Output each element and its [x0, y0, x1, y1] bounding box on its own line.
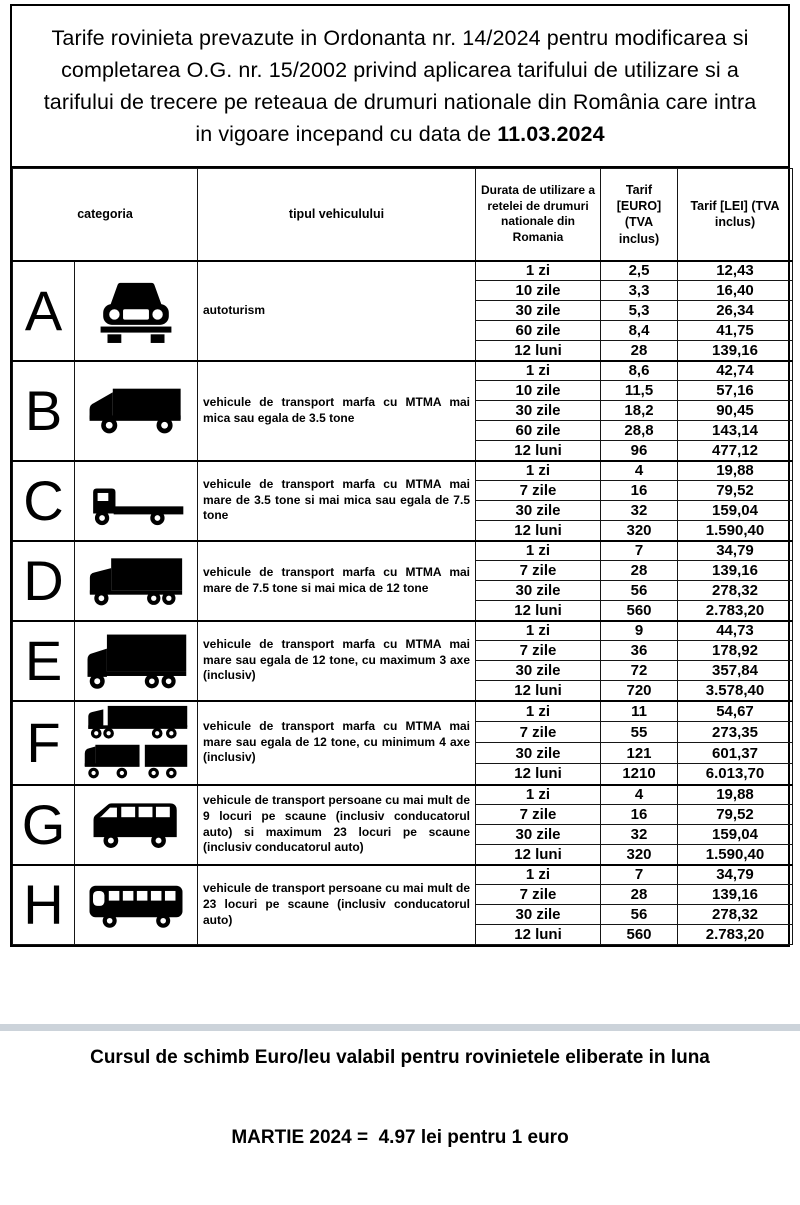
title-text: Tarife rovinieta prevazute in Ordonanta nr. 14/2024 pentru modificarea si completarea O.G. nr. 15/2002 privind aplicarea tarifului de utilizare si a tarifului de trecere pe reteaua de drumuri nationale din România care intra in vigoare incepand cu data de [43, 25, 757, 147]
tariff-lei-cell: 41,75 [678, 321, 793, 341]
duration-cell: 7 zile [476, 885, 601, 905]
vehicle-description: vehicule de transport persoane cu mai mult de 9 locuri pe scaune (inclusiv conducatorul auto) si maximum 23 locuri pe scaune (inclusiv conducatorul auto) [198, 785, 476, 865]
vehicle-icon-cell [75, 361, 198, 461]
tariff-euro-cell: 16 [601, 805, 678, 825]
tariff-euro-cell: 560 [601, 925, 678, 945]
tariff-euro-cell: 8,4 [601, 321, 678, 341]
tariff-euro-cell: 18,2 [601, 401, 678, 421]
tariff-euro-cell: 28 [601, 341, 678, 361]
tariff-euro-cell: 16 [601, 481, 678, 501]
van-icon [86, 385, 186, 437]
tariff-euro-cell: 320 [601, 845, 678, 865]
duration-cell: 1 zi [476, 865, 601, 885]
tariff-table [12, 168, 793, 945]
tariff-row [13, 785, 793, 805]
tariff-euro-cell: 3,3 [601, 281, 678, 301]
title-effective-date: 11.03.2024 [497, 122, 605, 147]
tariff-row [13, 461, 793, 481]
vehicle-description: vehicule de transport marfa cu MTMA mai mica sau egala de 3.5 tone [198, 361, 476, 461]
duration-cell: 30 zile [476, 401, 601, 421]
vehicle-description: vehicule de transport marfa cu MTMA mai mare sau egala de 12 tone, cu maximum 3 axe (inclusiv) [198, 621, 476, 701]
tariff-lei-cell: 3.578,40 [678, 681, 793, 701]
tariff-row [13, 361, 793, 381]
tariff-lei-cell: 159,04 [678, 825, 793, 845]
tariff-euro-cell: 56 [601, 905, 678, 925]
duration-cell: 30 zile [476, 581, 601, 601]
header-categoria: categoria [13, 169, 198, 261]
duration-cell: 12 luni [476, 681, 601, 701]
duration-cell: 1 zi [476, 621, 601, 641]
tariff-euro-cell: 55 [601, 722, 678, 743]
tariff-lei-cell: 42,74 [678, 361, 793, 381]
tariff-euro-cell: 2,5 [601, 261, 678, 281]
duration-cell: 12 luni [476, 341, 601, 361]
tariff-lei-cell: 34,79 [678, 865, 793, 885]
tariff-row [13, 541, 793, 561]
exchange-rate-line2: MARTIE 2024 = 4.97 lei pentru 1 euro [231, 1126, 569, 1148]
truck-icon [86, 553, 186, 608]
vehicle-icon-cell [75, 261, 198, 361]
tariff-euro-cell: 28,8 [601, 421, 678, 441]
table-header-row [13, 169, 793, 261]
vehicle-icon-cell [75, 865, 198, 945]
tariff-euro-cell: 4 [601, 461, 678, 481]
tariff-euro-cell: 32 [601, 501, 678, 521]
tariff-lei-cell: 178,92 [678, 641, 793, 661]
duration-cell: 30 zile [476, 301, 601, 321]
bus-icon [86, 881, 186, 929]
tariff-lei-cell: 139,16 [678, 885, 793, 905]
tariff-euro-cell: 36 [601, 641, 678, 661]
vehicle-icon-cell [75, 785, 198, 865]
tariff-euro-cell: 560 [601, 601, 678, 621]
tariff-lei-cell: 79,52 [678, 481, 793, 501]
tariff-euro-cell: 28 [601, 885, 678, 905]
duration-cell: 7 zile [476, 561, 601, 581]
tariff-lei-cell: 357,84 [678, 661, 793, 681]
duration-cell: 1 zi [476, 361, 601, 381]
tariff-lei-cell: 19,88 [678, 785, 793, 805]
document-title [12, 6, 788, 168]
category-letter: D [13, 541, 75, 621]
tariff-euro-cell: 720 [601, 681, 678, 701]
duration-cell: 7 zile [476, 722, 601, 743]
vehicle-description: vehicule de transport persoane cu mai mult de 23 locuri pe scaune (inclusiv conducatorul auto) [198, 865, 476, 945]
heavy-truck-icon [84, 631, 188, 691]
duration-cell: 30 zile [476, 661, 601, 681]
tariff-lei-cell: 90,45 [678, 401, 793, 421]
tariff-lei-cell: 139,16 [678, 341, 793, 361]
tariff-row [13, 701, 793, 722]
tariff-euro-cell: 72 [601, 661, 678, 681]
tariff-lei-cell: 143,14 [678, 421, 793, 441]
header-durata: Durata de utilizare a retelei de drumuri nationale din Romania [476, 169, 601, 261]
tariff-lei-cell: 139,16 [678, 561, 793, 581]
duration-cell: 1 zi [476, 785, 601, 805]
tariff-row [13, 865, 793, 885]
header-tarif-lei: Tarif [LEI] (TVA inclus) [678, 169, 793, 261]
tariff-row [13, 621, 793, 641]
tariff-lei-cell: 477,12 [678, 441, 793, 461]
duration-cell: 7 zile [476, 641, 601, 661]
tariff-table-body [13, 261, 793, 945]
tariff-euro-cell: 11,5 [601, 381, 678, 401]
duration-cell: 12 luni [476, 601, 601, 621]
exchange-rate-line1: Cursul de schimb Euro/leu valabil pentru rovinietele eliberate in luna [90, 1047, 710, 1069]
tariff-euro-cell: 32 [601, 825, 678, 845]
tariff-euro-cell: 96 [601, 441, 678, 461]
tariff-euro-cell: 28 [601, 561, 678, 581]
duration-cell: 12 luni [476, 521, 601, 541]
minibus-icon [90, 799, 182, 851]
flatbed-truck-icon [86, 474, 186, 528]
duration-cell: 12 luni [476, 925, 601, 945]
tariff-euro-cell: 5,3 [601, 301, 678, 321]
category-letter: C [13, 461, 75, 541]
duration-cell: 12 luni [476, 845, 601, 865]
tariff-euro-cell: 7 [601, 541, 678, 561]
category-letter: A [13, 261, 75, 361]
car-icon [98, 276, 174, 346]
duration-cell: 30 zile [476, 905, 601, 925]
category-letter: E [13, 621, 75, 701]
tariff-euro-cell: 11 [601, 701, 678, 722]
truck-trailer-icon [83, 702, 189, 784]
duration-cell: 1 zi [476, 261, 601, 281]
category-letter: H [13, 865, 75, 945]
tariff-euro-cell: 121 [601, 743, 678, 764]
duration-cell: 12 luni [476, 441, 601, 461]
duration-cell: 1 zi [476, 461, 601, 481]
tariff-lei-cell: 6.013,70 [678, 764, 793, 785]
tariff-lei-cell: 273,35 [678, 722, 793, 743]
tariff-lei-cell: 2.783,20 [678, 925, 793, 945]
tariff-lei-cell: 79,52 [678, 805, 793, 825]
tariff-lei-cell: 1.590,40 [678, 521, 793, 541]
tariff-lei-cell: 159,04 [678, 501, 793, 521]
duration-cell: 7 zile [476, 481, 601, 501]
vehicle-icon-cell [75, 701, 198, 785]
vehicle-description: autoturism [198, 261, 476, 361]
vehicle-icon-cell [75, 541, 198, 621]
tariff-lei-cell: 19,88 [678, 461, 793, 481]
header-tipul-vehiculului: tipul vehiculului [198, 169, 476, 261]
duration-cell: 1 zi [476, 701, 601, 722]
tariff-euro-cell: 7 [601, 865, 678, 885]
vehicle-description: vehicule de transport marfa cu MTMA mai mare de 7.5 tone si mai mica de 12 tone [198, 541, 476, 621]
vehicle-description: vehicule de transport marfa cu MTMA mai mare de 3.5 tone si mai mica sau egala de 7.5 tone [198, 461, 476, 541]
tariff-row [13, 261, 793, 281]
vehicle-icon-cell [75, 621, 198, 701]
duration-cell: 1 zi [476, 541, 601, 561]
duration-cell: 60 zile [476, 321, 601, 341]
tariff-lei-cell: 278,32 [678, 581, 793, 601]
tariff-euro-cell: 1210 [601, 764, 678, 785]
duration-cell: 30 zile [476, 825, 601, 845]
duration-cell: 7 zile [476, 805, 601, 825]
tariff-lei-cell: 34,79 [678, 541, 793, 561]
duration-cell: 10 zile [476, 381, 601, 401]
category-letter: F [13, 701, 75, 785]
duration-cell: 60 zile [476, 421, 601, 441]
document-frame [10, 4, 790, 947]
category-letter: G [13, 785, 75, 865]
tariff-lei-cell: 601,37 [678, 743, 793, 764]
category-letter: B [13, 361, 75, 461]
tariff-lei-cell: 57,16 [678, 381, 793, 401]
duration-cell: 30 zile [476, 501, 601, 521]
duration-cell: 12 luni [476, 764, 601, 785]
vehicle-description: vehicule de transport marfa cu MTMA mai mare sau egala de 12 tone, cu minimum 4 axe (inclusiv) [198, 701, 476, 785]
duration-cell: 30 zile [476, 743, 601, 764]
header-tarif-euro: Tarif [EURO] (TVA inclus) [601, 169, 678, 261]
tariff-lei-cell: 16,40 [678, 281, 793, 301]
tariff-euro-cell: 56 [601, 581, 678, 601]
tariff-lei-cell: 26,34 [678, 301, 793, 321]
duration-cell: 10 zile [476, 281, 601, 301]
tariff-lei-cell: 44,73 [678, 621, 793, 641]
tariff-euro-cell: 320 [601, 521, 678, 541]
vehicle-icon-cell [75, 461, 198, 541]
tariff-euro-cell: 9 [601, 621, 678, 641]
tariff-lei-cell: 2.783,20 [678, 601, 793, 621]
tariff-lei-cell: 54,67 [678, 701, 793, 722]
tariff-lei-cell: 1.590,40 [678, 845, 793, 865]
tariff-lei-cell: 278,32 [678, 905, 793, 925]
tariff-euro-cell: 8,6 [601, 361, 678, 381]
tariff-euro-cell: 4 [601, 785, 678, 805]
bottom-strip [0, 1024, 800, 1031]
tariff-lei-cell: 12,43 [678, 261, 793, 281]
